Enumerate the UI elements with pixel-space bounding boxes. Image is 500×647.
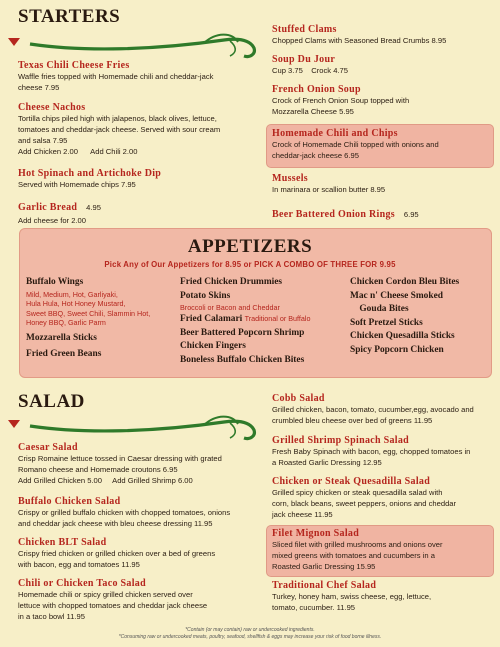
menu-item-soup-du-jour xyxy=(272,54,494,76)
item-desc-line: a Roasted Garlic Dressing 12.95 xyxy=(272,458,382,467)
item-desc-line: Served with Homemade chips 7.95 xyxy=(18,180,136,189)
appetizer-fried-green-beans: Fried Green Beans xyxy=(26,349,102,359)
item-desc-line: and salsa 7.95 xyxy=(18,136,68,145)
appetizer-cordon-bleu-bites: Chicken Cordon Bleu Bites xyxy=(350,277,460,287)
item-desc-line: Add Grilled Chicken 5.00 Add Grilled Shrimp 6.00 xyxy=(18,476,193,485)
appetizers-title: APPETIZERS xyxy=(187,236,313,257)
appetizers-col-1 xyxy=(26,276,176,362)
item-desc-line: Grilled chicken, bacon, tomato, cucumber,egg, avocado and xyxy=(272,405,474,414)
appetizers-col-2 xyxy=(180,276,345,367)
appetizer-chicken-fingers: Chicken Fingers xyxy=(180,341,246,351)
appetizer-potato-skins-options: Broccoli or Bacon and Cheddar xyxy=(180,303,280,312)
item-name: Beer Battered Onion Rings xyxy=(272,209,395,220)
menu-item-chef-salad xyxy=(272,580,494,613)
menu-item-taco-salad xyxy=(18,578,268,622)
appetizer-chicken-drummies: Fried Chicken Drummies xyxy=(180,277,283,287)
vine-swash-decoration xyxy=(4,30,262,64)
item-name: Grilled Shrimp Spinach Salad xyxy=(272,435,410,446)
menu-item-homemade-chili-chips xyxy=(272,128,490,161)
item-desc-line: Crock of French Onion Soup topped with xyxy=(272,96,410,105)
menu-item-stuffed-clams xyxy=(272,24,494,46)
item-name: Chicken BLT Salad xyxy=(18,537,107,548)
salad-title: SALAD xyxy=(18,391,85,412)
item-desc-line: Waffle fries topped with Homemade chili and cheddar-jack xyxy=(18,72,214,81)
wing-flavors-line: Honey BBQ, Garlic Parm xyxy=(26,318,106,327)
item-desc-line: Crispy or grilled buffalo chicken with chopped tomatoes, onions xyxy=(18,508,231,517)
menu-item-quesadilla-salad xyxy=(272,476,494,520)
menu-item-french-onion-soup xyxy=(272,84,494,117)
item-name: Soup Du Jour xyxy=(272,54,336,65)
item-desc-line: Chopped Clams with Seasoned Bread Crumbs 8.95 xyxy=(272,36,447,45)
menu-item-shrimp-spinach-salad xyxy=(272,435,494,468)
item-desc-line: Homemade chili or spicy grilled chicken served over xyxy=(18,590,193,599)
item-desc-line: Add cheese for 2.00 xyxy=(18,216,86,225)
item-desc-line: Add Chicken 2.00 Add Chili 2.00 xyxy=(18,147,138,156)
item-desc-line: lettuce with chopped tomatoes and cheddar jack cheese xyxy=(18,601,208,610)
appetizer-mac-cheese: Mac n' Cheese Smoked xyxy=(350,290,443,301)
item-desc-line: Tortilla chips piled high with jalapenos, black olives, lettuce, xyxy=(18,114,217,123)
vine-swash-decoration xyxy=(4,412,262,446)
item-name: Traditional Chef Salad xyxy=(272,580,377,591)
item-name: Texas Chili Cheese Fries xyxy=(18,60,130,71)
appetizer-mozzarella-sticks: Mozzarella Sticks xyxy=(26,332,97,343)
item-desc-line: Crispy fried chicken or grilled chicken over a bed of greens xyxy=(18,549,216,558)
item-desc-line: cheddar-jack cheese 6.95 xyxy=(272,151,359,160)
item-name: Hot Spinach and Artichoke Dip xyxy=(18,168,162,179)
item-name: Homemade Chili and Chips xyxy=(272,128,398,139)
item-desc-line: Turkey, honey ham, swiss cheese, egg, lettuce, xyxy=(272,592,432,601)
menu-item-onion-rings xyxy=(272,204,494,222)
item-desc-line: Cup 3.75 Crock 4.75 xyxy=(272,66,348,75)
menu-item-caesar-salad xyxy=(18,442,266,486)
item-name: Garlic Bread xyxy=(18,202,78,213)
menu-item-chicken-blt-salad xyxy=(18,537,268,570)
item-desc-line: Mozzarella Cheese 5.95 xyxy=(272,107,354,116)
item-desc-line: jack cheese 11.95 xyxy=(272,510,333,519)
item-name: Buffalo Chicken Salad xyxy=(18,496,121,507)
item-price: 6.95 xyxy=(403,210,419,219)
item-name: Mussels xyxy=(272,173,308,184)
item-name: Stuffed Clams xyxy=(272,24,337,35)
item-desc-line: Romano cheese and Homemade croutons 6.95 xyxy=(18,465,178,474)
starters-title: STARTERS xyxy=(18,6,121,27)
item-name: Chicken or Steak Quesadilla Salad xyxy=(272,476,431,487)
appetizer-potato-skins: Potato Skins xyxy=(180,290,231,301)
item-desc-line: Grilled spicy chicken or steak quesadilla salad with xyxy=(272,488,443,497)
menu-item-texas-chili-cheese-fries xyxy=(18,60,258,93)
item-desc-line: Fresh Baby Spinach with bacon, egg, chopped tomatoes in xyxy=(272,447,471,456)
wing-flavors-line: Sweet BBQ, Sweet Chili, Slammin Hot, xyxy=(26,308,151,318)
menu-item-garlic-bread xyxy=(18,197,258,226)
wing-flavors-line: Mild, Medium, Hot, Garliyaki, xyxy=(26,289,118,299)
item-desc-line: corn, black beans, sweet peppers, onions and cheddar xyxy=(272,499,457,508)
item-desc-line: crumbled bleu cheese over bed of greens 11.95 xyxy=(272,416,433,425)
item-desc-line: tomatoes and cheddar-jack cheese. Served with sour cream xyxy=(18,125,221,134)
item-desc-line: tomato, cucumber. 11.95 xyxy=(272,603,356,612)
appetizer-popcorn-chicken: Spicy Popcorn Chicken xyxy=(350,344,444,355)
item-name: Chili or Chicken Taco Salad xyxy=(18,578,146,589)
appetizer-mac-cheese-cont: Gouda Bites xyxy=(350,304,409,314)
item-desc-line: Roasted Garlic Dressing 15.95 xyxy=(272,562,376,571)
menu-item-cheese-nachos xyxy=(18,102,263,157)
appetizer-quesadilla-sticks: Chicken Quesadilla Sticks xyxy=(350,331,455,341)
appetizer-pretzel-sticks: Soft Pretzel Sticks xyxy=(350,317,423,328)
item-desc-line: Crisp Romaine lettuce tossed in Caesar dressing with grated xyxy=(18,454,222,463)
item-desc-line: in a taco bowl 11.95 xyxy=(18,612,85,621)
item-desc-line: Sliced filet with grilled mushrooms and onions over xyxy=(272,540,443,549)
footer-disclaimer-2: *Consuming raw or undercooked meats, poultry, seafood, shellfish & eggs may increase your risk of food borne illness. xyxy=(118,634,382,640)
footer-disclaimer-1: *Contain (or may contain) raw or undercooked ingredients. xyxy=(185,627,315,633)
item-desc-line: and cheddar jack cheese with bleu cheese dressing 11.95 xyxy=(18,519,213,528)
item-desc-line: cheese 7.95 xyxy=(18,83,60,92)
appetizer-fried-calamari: Fried Calamari xyxy=(180,314,243,324)
item-name: Cobb Salad xyxy=(272,393,325,404)
item-desc-line: Crock of Homemade Chili topped with onions and xyxy=(272,140,439,149)
appetizers-col-3 xyxy=(350,276,490,357)
appetizer-calamari-options: Traditional or Buffalo xyxy=(244,314,311,323)
item-name: Cheese Nachos xyxy=(18,102,86,113)
item-desc-line: In marinara or scallion butter 8.95 xyxy=(272,185,386,194)
item-name: Filet Mignon Salad xyxy=(272,528,360,539)
item-desc-line: with bacon, egg and tomatoes 11.95 xyxy=(18,560,140,569)
wing-flavors-line: Hula Hula, Hot Honey Mustard, xyxy=(26,299,126,308)
appetizer-boneless-bites: Boneless Buffalo Chicken Bites xyxy=(180,354,305,365)
appetizer-popcorn-shrimp: Beer Battered Popcorn Shrimp xyxy=(180,327,305,338)
appetizers-subtitle: Pick Any of Our Appetizers for 8.95 or PICK A COMBO OF THREE FOR 9.95 xyxy=(104,260,396,269)
item-name: Caesar Salad xyxy=(18,442,78,453)
menu-item-filet-mignon-salad xyxy=(272,528,490,572)
item-desc-line: mixed greens with tomatoes and cucumbers in a xyxy=(272,551,435,560)
menu-item-mussels xyxy=(272,173,494,195)
menu-item-spinach-artichoke-dip xyxy=(18,168,258,190)
appetizer-buffalo-wings: Buffalo Wings xyxy=(26,277,84,287)
item-price: 4.95 xyxy=(86,203,101,212)
menu-item-buffalo-chicken-salad xyxy=(18,496,268,529)
menu-item-cobb-salad xyxy=(272,393,494,426)
item-name: French Onion Soup xyxy=(272,84,361,95)
